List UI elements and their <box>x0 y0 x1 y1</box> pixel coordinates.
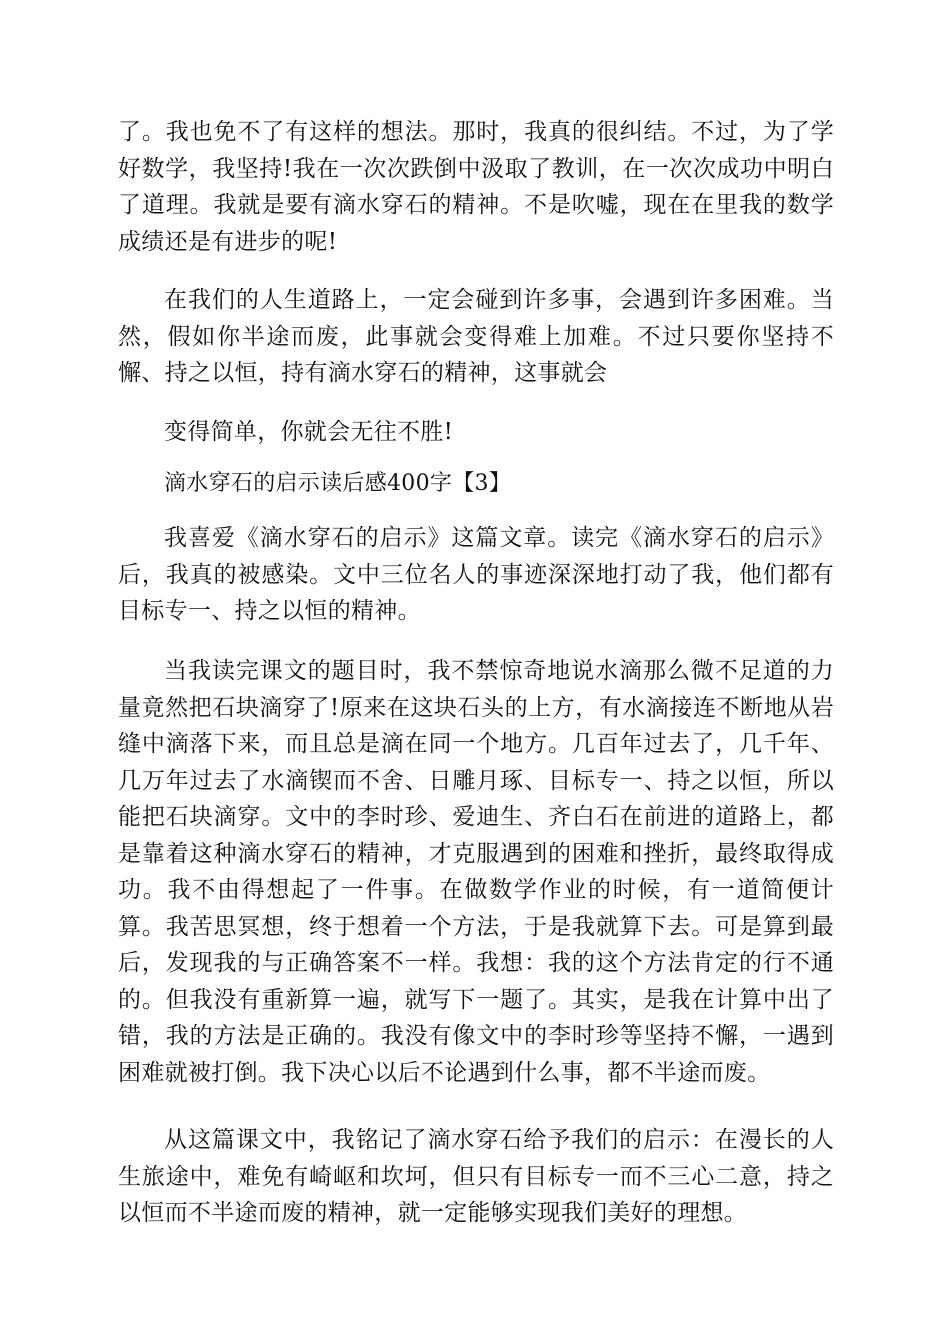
paragraph-body: 当我读完课文的题目时，我不禁惊奇地说水滴那么微不足道的力量竟然把石块滴穿了!原来在这块石头的上方，有水滴接连不断地从岩缝中滴落下来，而且总是滴在同一个地方。几百年过去了，几千年、几万年过去了水滴锲而不舍、日雕月琢、目标专一、持之以恒，所以能把石块滴穿。文中的李时珍、爱迪生、齐白石在前进的道路上，都是靠着这种滴水穿石的精神，才克服遇到的困难和挫折，最终取得成功。我不由得想起了一件事。在做数学作业的时候，有一道简便计算。我苦思冥想，终于想着一个方法，于是我就算下去。可是算到最后，发现我的与正确答案不一样。我想：我的这个方法肯定的行不通的。但我没有重新算一遍，就写下一题了。其实，是我在计算中出了错，我的方法是正确的。我没有像文中的李时珍等坚持不懈，一遇到困难就被打倒。我下决心以后不论遇到什么事，都不半途而废。 <box>118 658 834 1086</box>
paragraph-continuation: 了。我也免不了有这样的想法。那时，我真的很纠结。不过，为了学好数学，我坚持!我在一次次跌倒中汲取了教训，在一次次成功中明白了道理。我就是要有滴水穿石的精神。不是吹嘘，现在在里我的数学成绩还是有进步的呢! <box>118 119 834 255</box>
section-heading: 滴水穿石的启示读后感400字【3】 <box>164 471 512 496</box>
paragraph-conclusion-line: 变得简单，你就会无往不胜! <box>164 419 454 445</box>
paragraph-closing: 从这篇课文中，我铭记了滴水穿石给予我们的启示：在漫长的人生旅途中，难免有崎岖和坎坷，但只有目标专一而不三心二意，持之以恒而不半途而废的精神，就一定能够实现我们美好的理想。 <box>118 1127 834 1226</box>
paragraph-life-road: 在我们的人生道路上，一定会碰到许多事，会遇到许多困难。当然，假如你半途而废，此事就会变得难上加难。不过只要你坚持不懈、持之以恒，持有滴水穿石的精神，这事就会 <box>118 287 834 386</box>
paragraph-intro: 我喜爱《滴水穿石的启示》这篇文章。读完《滴水穿石的启示》后，我真的被感染。文中三位名人的事迹深深地打动了我，他们都有目标专一、持之以恒的精神。 <box>118 525 834 624</box>
